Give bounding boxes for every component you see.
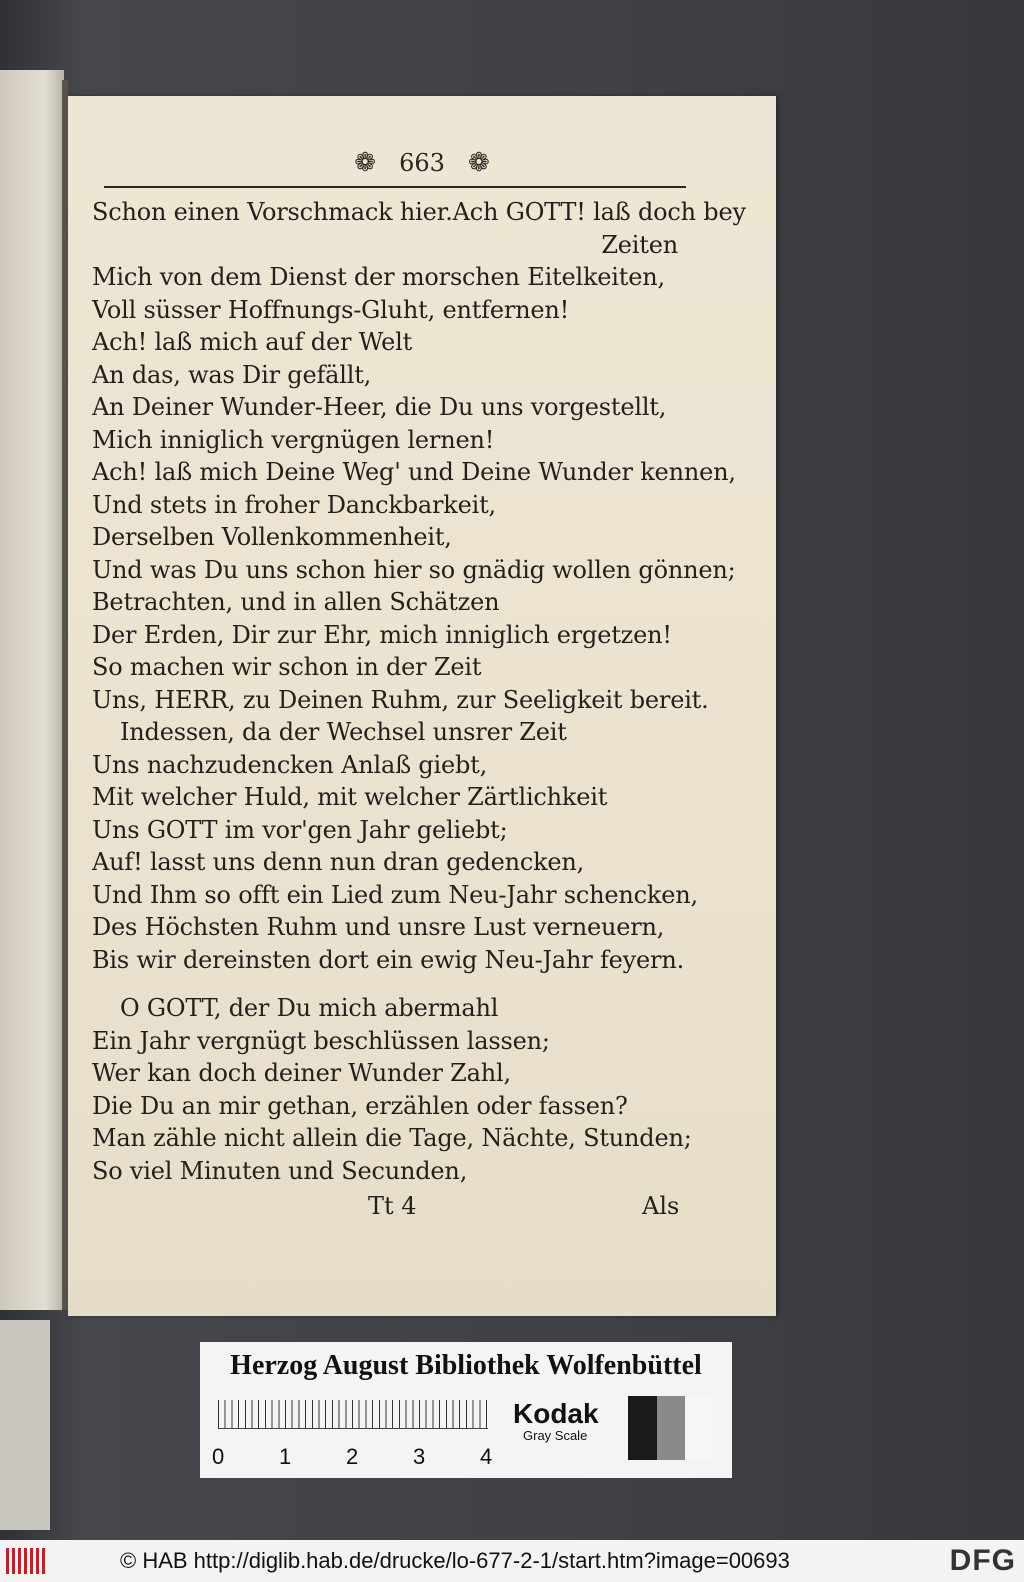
scale-number: 3	[413, 1444, 426, 1469]
poem-line: Der Erden, Dir zur Ehr, mich inniglich ergetzen!	[92, 620, 672, 649]
previous-page-lower	[0, 1320, 50, 1530]
gray-swatch	[657, 1396, 686, 1460]
hab-barcode-icon	[6, 1548, 46, 1574]
poem-line: Uns GOTT im vor'gen Jahr geliebt;	[92, 815, 508, 844]
scale-number: 4	[480, 1444, 493, 1469]
kodak-subtitle: Gray Scale	[523, 1428, 588, 1443]
previous-page-edge	[0, 70, 64, 1310]
poem-line: O GOTT, der Du mich abermahl	[120, 994, 499, 1022]
poem-line: An das, was Dir gefällt,	[92, 360, 372, 389]
gray-scale-swatches	[628, 1396, 714, 1460]
poem-line: Des Höchsten Ruhm und unsre Lust verneuern,	[92, 913, 665, 941]
poem-line: Und was Du uns schon hier so gnädig wollen gönnen;	[92, 555, 736, 584]
page-number: 663	[399, 149, 445, 177]
poem-line: Uns, HERR, zu Deinen Ruhm, zur Seeligkeit bereit.	[92, 685, 709, 714]
poem-line-first	[92, 196, 746, 229]
gray-swatch	[685, 1396, 714, 1460]
poem-line: An Deiner Wunder-Heer, die Du uns vorgestellt,	[92, 393, 667, 421]
source-url[interactable]: © HAB http://diglib.hab.de/drucke/lo-677-2-1/start.htm?image=00693	[120, 1548, 790, 1573]
poem-line: Und stets in froher Danckbarkeit,	[92, 490, 496, 519]
color-card	[200, 1342, 732, 1478]
kodak-brand: Kodak	[513, 1398, 599, 1429]
catchword: Als	[642, 1192, 680, 1220]
signature-mark: Tt 4	[368, 1192, 417, 1220]
poem-line: So viel Minuten und Secunden,	[92, 1156, 468, 1185]
poem-line: Mit welcher Huld, mit welcher Zärtlichkeit	[92, 783, 608, 811]
poem-line: Auf! lasst uns denn nun dran gedencken,	[92, 848, 585, 876]
poem-line: Zeiten	[601, 230, 678, 259]
poem-line: Mich inniglich vergnügen lernen!	[92, 425, 495, 454]
poem-line: Wer kan doch deiner Wunder Zahl,	[92, 1059, 511, 1087]
scale-number: 2	[346, 1444, 359, 1469]
first-line-right: Ach GOTT! laß doch bey	[452, 198, 746, 226]
poem-line: Indessen, da der Wechsel unsrer Zeit	[120, 718, 567, 746]
book-page	[68, 96, 776, 1316]
flower-ornament-icon: ❁	[354, 148, 376, 178]
poem-text	[92, 196, 746, 1187]
page-header	[68, 148, 776, 182]
poem-line: Und Ihm so offt ein Lied zum Neu-Jahr schencken,	[92, 880, 698, 909]
poem-line: So machen wir schon in der Zeit	[92, 653, 482, 681]
scale-numbers	[212, 1444, 512, 1470]
header-rule	[104, 186, 686, 188]
poem-line: Ach! laß mich auf der Welt	[92, 328, 413, 356]
scale-ruler	[218, 1400, 488, 1429]
poem-line: Ein Jahr vergnügt beschlüssen lassen;	[92, 1026, 550, 1055]
page-footer	[68, 1192, 776, 1232]
poem-line: Derselben Vollenkommenheit,	[92, 523, 452, 551]
poem-line: Ach! laß mich Deine Weg' und Deine Wunder kennen,	[92, 458, 736, 486]
flower-ornament-icon: ❁	[468, 148, 490, 178]
poem-line: Die Du an mir gethan, erzählen oder fassen?	[92, 1091, 628, 1120]
scale-number: 0	[212, 1444, 225, 1469]
scale-number: 1	[279, 1444, 292, 1469]
poem-line: Bis wir dereinsten dort ein ewig Neu-Jahr feyern.	[92, 945, 685, 974]
footer-bar	[0, 1540, 1024, 1582]
dfg-logo: DFG	[949, 1544, 1016, 1577]
color-card-title: Herzog August Bibliothek Wolfenbüttel	[230, 1350, 702, 1381]
poem-line: Voll süsser Hoffnungs-Gluht, entfernen!	[92, 295, 570, 324]
poem-line: Man zähle nicht allein die Tage, Nächte, Stunden;	[92, 1124, 692, 1152]
gray-swatch	[628, 1396, 657, 1460]
first-line-left: Schon einen Vorschmack hier.	[92, 198, 453, 226]
poem-line: Uns nachzudencken Anlaß giebt,	[92, 750, 488, 779]
poem-line: Mich von dem Dienst der morschen Eitelkeiten,	[92, 263, 665, 291]
poem-line: Betrachten, und in allen Schätzen	[92, 588, 500, 616]
